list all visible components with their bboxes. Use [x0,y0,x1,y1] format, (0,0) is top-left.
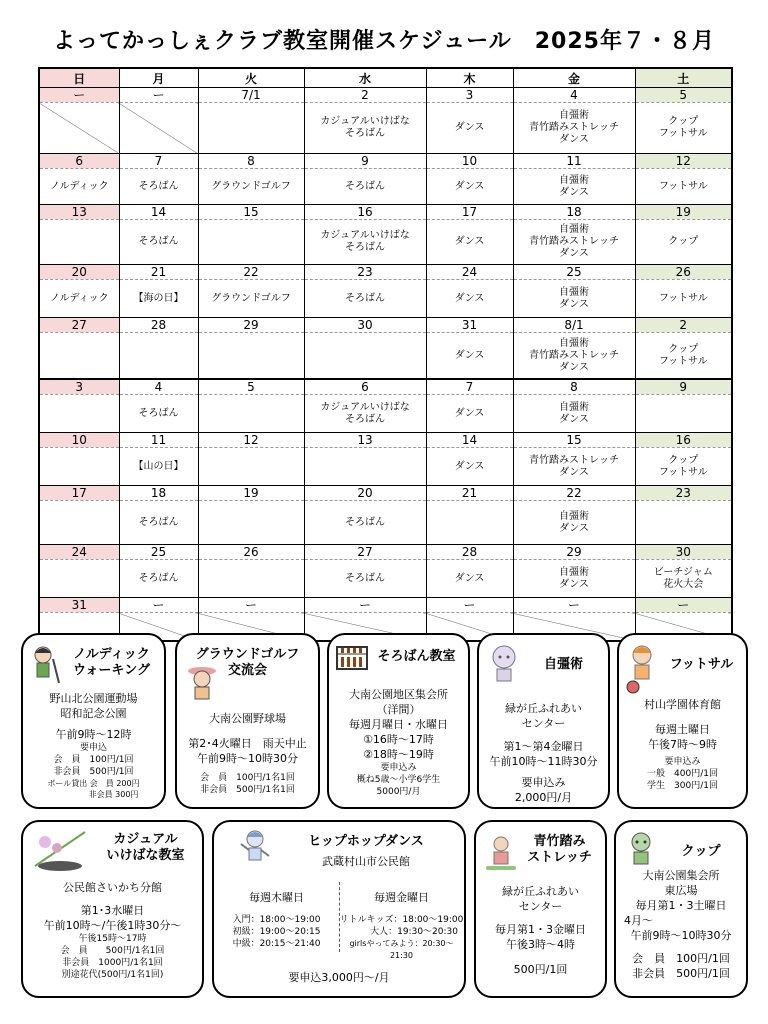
event-cell: 【海の日】 [119,280,198,318]
place-line: 大南公園地区集会所 [349,688,448,701]
date-cell: 24 [39,545,119,560]
date-cell: 14 [119,205,198,220]
date-row [39,433,732,448]
schedule-line: 毎週月曜日・水曜日 [349,718,448,731]
kupp-player-icon [624,830,658,870]
card-title: ノルディック ウォーキング [72,647,151,678]
date-cell: 13 [304,433,426,448]
weekday-tue: 火 [198,68,304,88]
event-cell: クップ フットサル [635,103,732,154]
date-cell: 6 [304,379,426,395]
fee-line: 学生 300円/1回 [647,781,718,791]
event-row [39,220,732,265]
card-title: カジュアル いけばな教室 [106,832,185,863]
event-cell [39,560,119,598]
event-cell: 自彊術 ダンス [513,501,635,545]
date-row [39,154,732,169]
date-row [39,379,732,395]
event-cell: そろばん [119,501,198,545]
event-cell: カジュアルいけばな そろばん [304,395,426,433]
dancer-icon [238,828,272,868]
fee-line: ボール貸出 会 員 200円 [47,779,140,788]
date-row [39,598,732,613]
date-cell: 22 [513,486,635,501]
fee-line: 要申込み [664,757,701,767]
date-cell: 28 [119,318,198,333]
soccer-player-icon [625,643,659,683]
fee-line: 別途花代(500円/1名1回) [61,970,164,980]
fee-line: 会 員 100円/1回 [53,755,134,765]
date-cell: 5 [198,379,304,395]
time-line: 午前9時～12時 [55,728,132,741]
event-cell: 自彊術 ダンス [513,560,635,598]
event-cell: ダンス [426,280,513,318]
event-cell: そろばん [304,560,426,598]
event-row [39,333,732,380]
event-cell: ノルディック [39,280,119,318]
schedule-line: 毎週土曜日 [655,723,710,736]
event-cell [39,501,119,545]
event-cell [198,501,304,545]
date-cell: 3 [39,379,119,395]
card-futsal [617,633,748,809]
event-cell: 自彊術 ダンス [513,169,635,205]
card-hiphop-dance [212,820,466,998]
date-cell: 26 [198,545,304,560]
event-cell: クップ フットサル [635,448,732,486]
event-cell [39,395,119,433]
event-cell [426,501,513,545]
card-body [616,868,746,981]
date-cell: 8/1 [513,318,635,333]
event-row [39,501,732,545]
card-title: ヒップホップダンス [308,834,424,849]
class-line: 入門：18:00～19:00 [232,915,321,925]
date-row [39,318,732,333]
date-row [39,486,732,501]
fee-line: 非会員 500円/1回 [53,767,134,777]
event-row [39,448,732,486]
event-cell: クップ フットサル [635,333,732,380]
event-cell [304,333,426,380]
place-line: 武蔵村山市公民館 [322,855,410,868]
card-soroban [327,633,470,809]
event-cell: クップ [635,220,732,265]
schedule-line: 毎月第1・3金曜日 [495,923,586,936]
event-cell [198,560,304,598]
date-cell: 17 [39,486,119,501]
schedule-calendar [38,67,733,642]
date-cell: 7 [119,154,198,169]
event-cell [119,103,198,154]
event-cell [39,103,119,154]
page-title: よってかっしぇクラブ教室開催スケジュール 2025年７・８月 [53,29,715,54]
flower-arrangement-icon [25,826,95,872]
date-cell: 20 [39,265,119,280]
event-cell: 自彊術 ダンス [513,280,635,318]
event-cell [198,448,304,486]
date-cell: 23 [635,486,732,501]
event-row [39,280,732,318]
fee-line: 非会員 1000円/1名1回 [62,958,163,968]
card-title: 自彊術 [543,657,583,672]
date-cell: 20 [304,486,426,501]
fee-line: 要申込3,000円～/月 [288,971,390,984]
fee-line: 会 員 500円/1名1回 [60,946,165,956]
event-cell: ダンス [426,333,513,380]
weekday-thu: 木 [426,68,513,88]
card-title: フットサル [669,657,734,672]
date-row [39,205,732,220]
date-cell: 3 [426,88,513,103]
fee-line: 一般 400円/1回 [647,769,718,779]
time-line: 午後15時～17時 [78,934,147,944]
fee-line: 会 員 100円/1回 [632,952,730,965]
fee-line: 5000円/月 [376,787,421,797]
event-cell: そろばん [119,395,198,433]
event-cell: 自彊術 青竹踏みストレッチ ダンス [513,103,635,154]
event-cell: フットサル [635,169,732,205]
event-cell [635,395,732,433]
event-cell: ビーチジャム 花火大会 [635,560,732,598]
event-cell [198,395,304,433]
weekday-sat: 土 [635,68,732,88]
card-body [329,687,468,798]
fee-line: 2,000円/月 [514,791,573,804]
abacus-icon [335,643,369,683]
event-cell: グラウンドゴルフ [198,169,304,205]
card-body [177,711,318,796]
fee-line: 非会員 500円/1回 [632,967,730,980]
weekday-sun: 日 [39,68,119,88]
place-line: 大南公園集会所 [642,869,720,882]
event-cell: そろばん [119,560,198,598]
place-line: 東広場 [664,884,698,897]
date-cell: 16 [635,433,732,448]
date-cell: 30 [635,545,732,560]
event-cell: 自彊術 青竹踏みストレッチ ダンス [513,220,635,265]
event-cell: 自彊術 ダンス [513,395,635,433]
friday-label: 毎週金曜日 [374,891,429,904]
date-cell: 15 [513,433,635,448]
place-line: 昭和記念公園 [60,707,127,720]
event-cell: ダンス [426,103,513,154]
date-cell: 9 [635,379,732,395]
date-cell: 25 [119,545,198,560]
card-body [23,691,164,800]
event-cell [635,501,732,545]
place-line: センター [518,900,563,913]
event-cell [198,220,304,265]
fee-line: 要申込 [79,743,107,753]
event-cell: そろばん [304,169,426,205]
date-cell: ー [119,598,198,613]
date-cell: 9 [304,154,426,169]
date-cell: 24 [426,265,513,280]
place-line: 緑が丘ふれあい [505,702,582,715]
date-cell: 4 [119,379,198,395]
date-cell: 15 [198,205,304,220]
date-cell: 26 [635,265,732,280]
fee-line: 500円/1回 [513,963,568,976]
date-cell: 31 [39,598,119,613]
class-line: girlsやってみよう：20:30～21:30 [349,939,454,960]
time-line: 午前10時～/午後1時30分～ [43,919,182,932]
event-cell: ダンス [426,220,513,265]
date-cell: 7 [426,379,513,395]
event-cell: そろばん [304,501,426,545]
event-row [39,169,732,205]
place-line: 緑が丘ふれあい [502,885,579,898]
event-cell [39,220,119,265]
date-cell: 8 [513,379,635,395]
date-cell: 6 [39,154,119,169]
schedule-line: 第2･4火曜日 雨天中止 [188,737,307,750]
date-cell: 10 [426,154,513,169]
date-cell: 11 [513,154,635,169]
date-cell: 19 [635,205,732,220]
event-row [39,395,732,433]
event-row [39,560,732,598]
place-line: 野山北公園運動場 [49,692,138,705]
time-line: ②18時～19時 [363,748,434,761]
date-cell: 27 [39,318,119,333]
date-row [39,265,732,280]
event-cell: グラウンドゴルフ [198,280,304,318]
fee-line: 非会員 300円 [88,790,139,799]
event-cell: そろばん [304,280,426,318]
event-cell [198,103,304,154]
date-cell: 27 [304,545,426,560]
fee-line: 概ね5歳～小学6学生 [356,775,441,785]
date-cell: 19 [198,486,304,501]
time-line: 午前9時～10時30分 [197,752,298,765]
card-title: グラウンドゴルフ 交流会 [195,647,300,678]
schedule-line: 第1～第4金曜日 [503,740,584,753]
date-cell: 23 [304,265,426,280]
date-row [39,88,732,103]
date-cell: 11 [119,433,198,448]
date-cell: ー [426,598,513,613]
event-cell [119,333,198,380]
event-cell [198,333,304,380]
event-cell: カジュアルいけばな そろばん [304,220,426,265]
date-cell: 22 [198,265,304,280]
date-cell: 13 [39,205,119,220]
card-body [23,880,202,981]
date-row [39,545,732,560]
date-cell: 7/1 [198,88,304,103]
date-cell: 31 [426,318,513,333]
date-cell: ー [198,598,304,613]
event-cell: ダンス [426,560,513,598]
class-line: リトルキッズ：18:00～19:00 [339,915,464,925]
date-cell: 14 [426,433,513,448]
date-cell: ー [513,598,635,613]
stretching-person-icon [484,834,518,874]
card-ikebana [21,820,204,998]
date-cell: 29 [198,318,304,333]
class-line: 中級：20:15～21:40 [232,939,321,949]
event-cell [39,448,119,486]
schedule-line: 第1･3水曜日 [80,904,145,917]
date-cell: 25 [513,265,635,280]
date-cell: 18 [513,205,635,220]
weekday-mon: 月 [119,68,198,88]
person-with-poles-icon [29,645,63,685]
event-cell [304,448,426,486]
place-line: 公民館さいかち分館 [63,881,162,894]
fee-line: 要申込み [521,776,566,789]
event-cell: フットサル [635,280,732,318]
fee-line: 要申込み [380,763,417,773]
weekday-fri: 金 [513,68,635,88]
date-cell: 12 [635,154,732,169]
place-line: （洋間） [376,703,421,716]
card-body [479,701,608,805]
event-cell: そろばん [119,220,198,265]
place-line: 村山学園体育館 [644,698,721,711]
thursday-label: 毎週木曜日 [249,891,304,904]
place-line: 大南公園野球場 [209,712,286,725]
date-cell: ー [635,598,732,613]
date-cell: 2 [304,88,426,103]
date-cell: ー [119,88,198,103]
card-body [619,697,746,792]
event-cell: そろばん [119,169,198,205]
class-line: 大人：19:30～20:30 [370,927,458,937]
friday-classes [339,914,464,962]
date-cell: 2 [635,318,732,333]
event-cell: 自彊術 青竹踏みストレッチ ダンス [513,333,635,380]
class-line: 初級：19:00～20:15 [232,927,321,937]
time-line: 午後3時～4時 [506,938,575,951]
card-kupp [614,820,748,998]
time-line: ①16時～17時 [363,733,434,746]
date-cell: 17 [426,205,513,220]
event-cell: ダンス [426,395,513,433]
date-cell: 12 [198,433,304,448]
date-cell: ー [39,88,119,103]
card-aotake-stretch [474,820,607,998]
date-cell: 18 [119,486,198,501]
card-ground-golf [175,633,320,809]
time-line: 午前9時～10時30分 [630,929,732,942]
card-nordic-walking [21,633,166,809]
card-title: そろばん教室 [377,649,456,664]
card-jikyo [477,633,610,809]
date-cell: 29 [513,545,635,560]
thursday-classes [214,914,339,950]
date-cell: 10 [39,433,119,448]
card-body [476,884,605,977]
place-line: センター [521,717,566,730]
time-line: 午後7時～9時 [648,738,717,751]
date-cell: 5 [635,88,732,103]
fee-line: 非会員 500円/1名1回 [200,785,295,795]
schedule-line: 毎月第1・3土曜日 [635,899,727,912]
weekday-wed: 水 [304,68,426,88]
date-cell: 16 [304,205,426,220]
event-row [39,103,732,154]
girl-icon [487,643,521,683]
event-cell: ノルディック [39,169,119,205]
date-cell: 21 [119,265,198,280]
event-cell: ダンス [426,448,513,486]
card-title: 青竹踏み ストレッチ [527,834,592,865]
event-cell: ダンス [426,169,513,205]
schedule-line: 4月～ [624,914,653,927]
date-cell: 4 [513,88,635,103]
event-cell: 【山の日】 [119,448,198,486]
event-cell: カジュアルいけばな そろばん [304,103,426,154]
event-cell: 青竹踏みストレッチ ダンス [513,448,635,486]
fee-line: 会 員 100円/1名1回 [200,773,295,783]
date-cell: 8 [198,154,304,169]
date-cell: 28 [426,545,513,560]
weekday-header-row [39,68,732,88]
date-cell: 30 [304,318,426,333]
date-cell: 21 [426,486,513,501]
event-cell [39,333,119,380]
card-title: クップ [681,844,721,859]
date-cell: ー [304,598,426,613]
time-line: 午前10時～11時30分 [489,755,598,768]
